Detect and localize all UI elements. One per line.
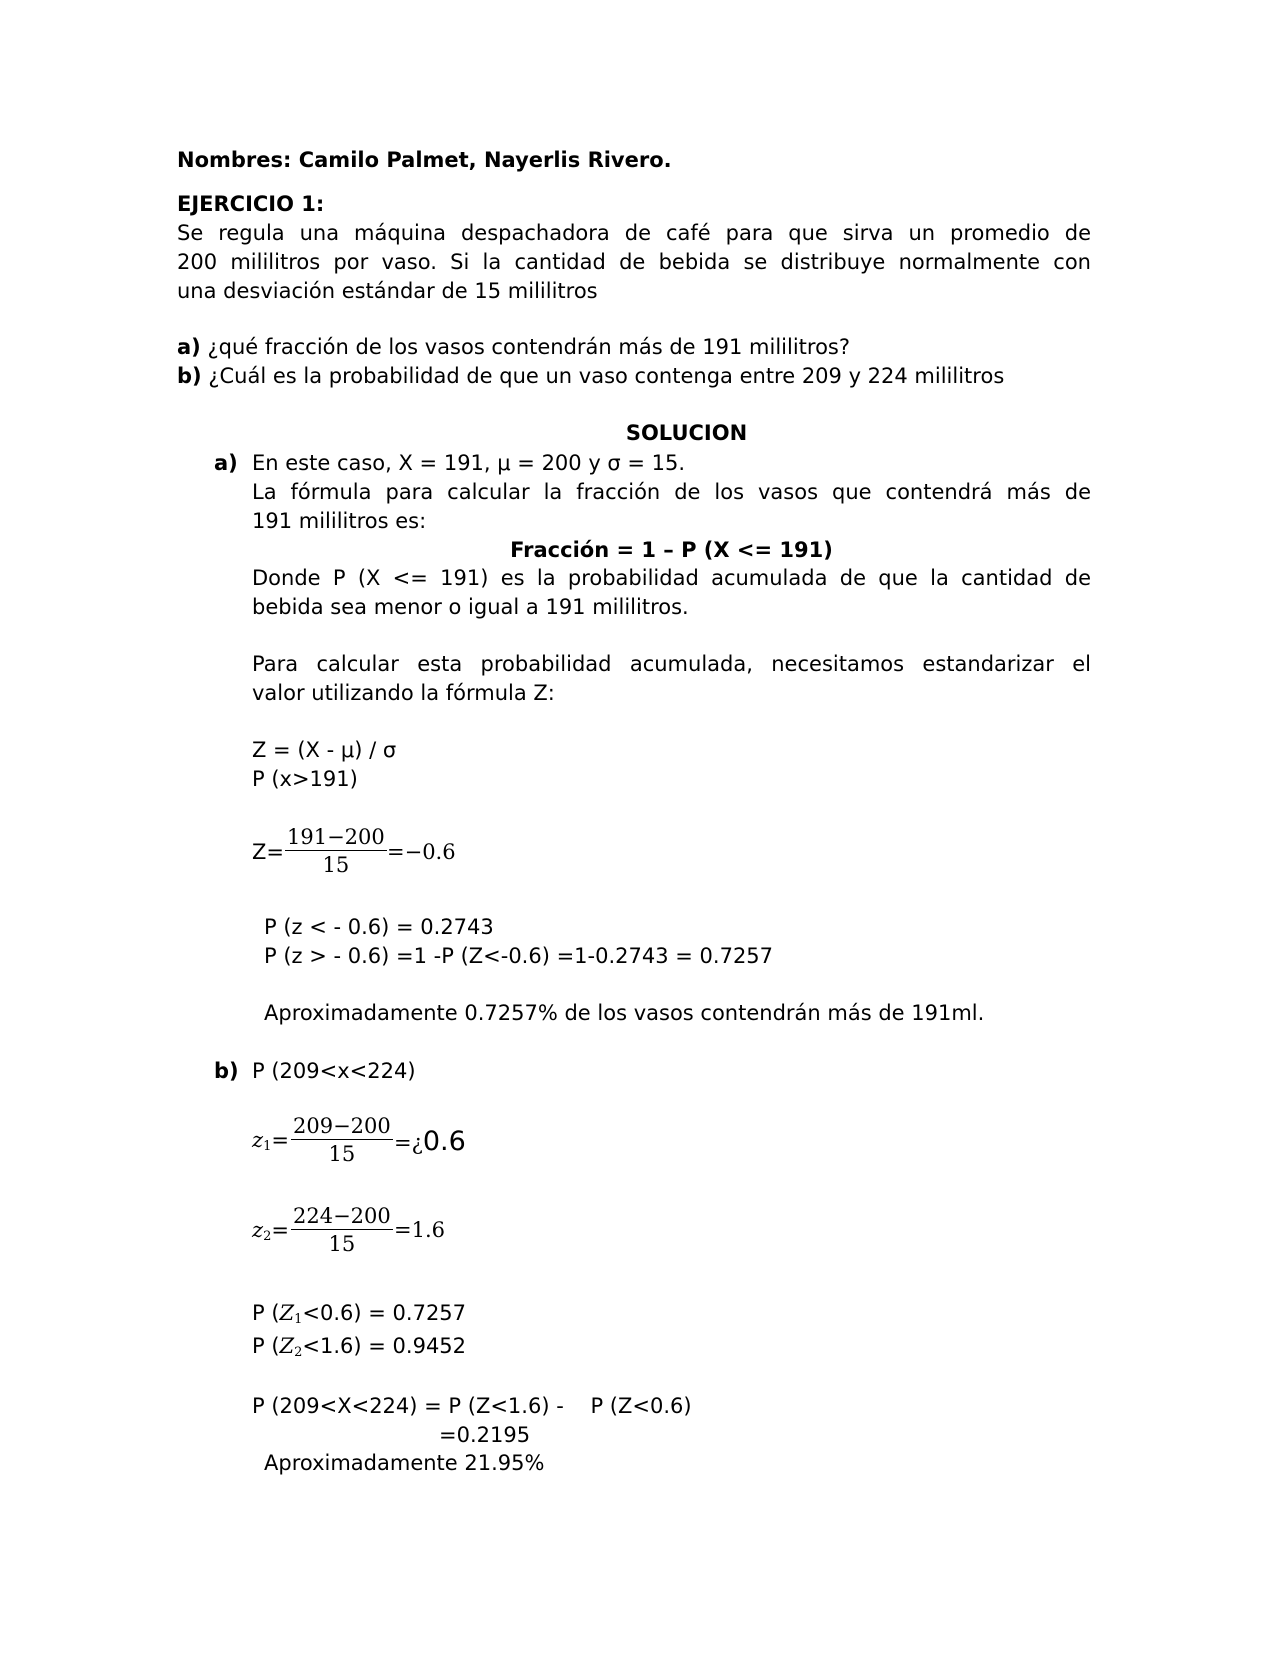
z-calc-numerator: 191−200 bbox=[287, 825, 385, 849]
p-z2-sub: 2 bbox=[294, 1345, 303, 1360]
z2-eq: = bbox=[271, 1218, 289, 1242]
z-formula: Z = (X - μ) / σ bbox=[252, 738, 397, 762]
z1-result bbox=[394, 1128, 466, 1155]
solution-a-para3-line1: Para calcular esta probabilidad acumulada, necesitamos estandarizar el bbox=[252, 652, 1091, 676]
solution-a-conclusion: Aproximadamente 0.7257% de los vasos contendrán más de 191ml. bbox=[264, 1001, 985, 1025]
z1-lhs bbox=[252, 1130, 289, 1153]
z1-numerator: 209−200 bbox=[293, 1114, 391, 1138]
p-z2 bbox=[252, 1336, 466, 1359]
p-greater-191: P (x>191) bbox=[252, 767, 358, 791]
z2-fraction bbox=[291, 1203, 393, 1258]
z1-var: z bbox=[252, 1128, 264, 1152]
p-z1-var: Z bbox=[279, 1301, 295, 1325]
p-z1-prefix: P ( bbox=[252, 1301, 280, 1325]
exercise-title: EJERCICIO 1: bbox=[177, 192, 325, 216]
p-z1-suffix: <0.6) = 0.7257 bbox=[302, 1301, 467, 1325]
solution-a-label: a) bbox=[214, 451, 238, 475]
z1-denominator: 15 bbox=[328, 1142, 356, 1166]
z1-eq: = bbox=[271, 1128, 289, 1152]
p-z1 bbox=[252, 1303, 466, 1326]
solution-a-para1-line1: La fórmula para calcular la fracción de los vasos que contendrá más de bbox=[252, 480, 1091, 504]
z2-numerator: 224−200 bbox=[293, 1204, 391, 1228]
z-calc-fraction bbox=[285, 824, 387, 879]
p-z2-var: Z bbox=[279, 1334, 295, 1358]
z1-sub: 1 bbox=[263, 1139, 272, 1154]
solution-a-para2-line2: bebida sea menor o igual a 191 mililitros. bbox=[252, 595, 689, 619]
final-value: =0.2195 bbox=[439, 1423, 531, 1447]
final-expression: P (209<X<224) = P (Z<1.6) - P (Z<0.6) bbox=[252, 1394, 692, 1418]
p-between: P (209<x<224) bbox=[252, 1059, 416, 1083]
p-z1-sub: 1 bbox=[294, 1312, 303, 1327]
question-a bbox=[177, 337, 850, 358]
question-a-label: a) bbox=[177, 335, 201, 359]
p-z-greater: P (z > - 0.6) =1 -P (Z<-0.6) =1-0.2743 = 0.7257 bbox=[264, 944, 774, 968]
z1-result-value: 0.6 bbox=[422, 1126, 466, 1157]
question-b-text: ¿Cuál es la probabilidad de que un vaso contenga entre 209 y 224 mililitros bbox=[208, 364, 1005, 388]
student-names: Nombres: Camilo Palmet, Nayerlis Rivero. bbox=[177, 148, 672, 172]
z-calc-lhs: Z= bbox=[252, 840, 284, 864]
z2-result: =1.6 bbox=[394, 1218, 445, 1242]
z2-sub: 2 bbox=[263, 1229, 272, 1244]
p-z2-prefix: P ( bbox=[252, 1334, 280, 1358]
solution-title: SOLUCION bbox=[625, 421, 748, 445]
z2-denominator: 15 bbox=[328, 1232, 356, 1256]
question-b bbox=[177, 366, 1004, 387]
solution-a-para2-line1: Donde P (X <= 191) es la probabilidad acumulada de que la cantidad de bbox=[252, 566, 1091, 590]
z-calc-result: =−0.6 bbox=[387, 840, 456, 864]
statement-line-3: una desviación estándar de 15 mililitros bbox=[177, 279, 598, 303]
fraction-formula: Fracción = 1 – P (X <= 191) bbox=[510, 538, 833, 562]
solution-a-para3-line2: valor utilizando la fórmula Z: bbox=[252, 681, 555, 705]
z2-lhs bbox=[252, 1220, 289, 1243]
solution-a-para1-line2: 191 mililitros es: bbox=[252, 509, 427, 533]
z1-fraction bbox=[291, 1113, 393, 1168]
solution-a-given: En este caso, X = 191, μ = 200 y σ = 15. bbox=[252, 451, 686, 475]
solution-b-label: b) bbox=[214, 1059, 239, 1083]
z1-result-prefix: =¿ bbox=[394, 1131, 423, 1155]
statement-line-2: 200 mililitros por vaso. Si la cantidad de bebida se distribuye normalmente con bbox=[177, 250, 1091, 274]
p-z2-suffix: <1.6) = 0.9452 bbox=[302, 1334, 467, 1358]
solution-b-conclusion: Aproximadamente 21.95% bbox=[264, 1451, 545, 1475]
statement-line-1: Se regula una máquina despachadora de café para que sirva un promedio de bbox=[177, 221, 1091, 245]
question-a-text: ¿qué fracción de los vasos contendrán más de 191 mililitros? bbox=[207, 335, 851, 359]
z-calc-denominator: 15 bbox=[322, 853, 350, 877]
p-z-less: P (z < - 0.6) = 0.2743 bbox=[264, 915, 494, 939]
question-b-label: b) bbox=[177, 364, 202, 388]
z2-var: z bbox=[252, 1218, 264, 1242]
